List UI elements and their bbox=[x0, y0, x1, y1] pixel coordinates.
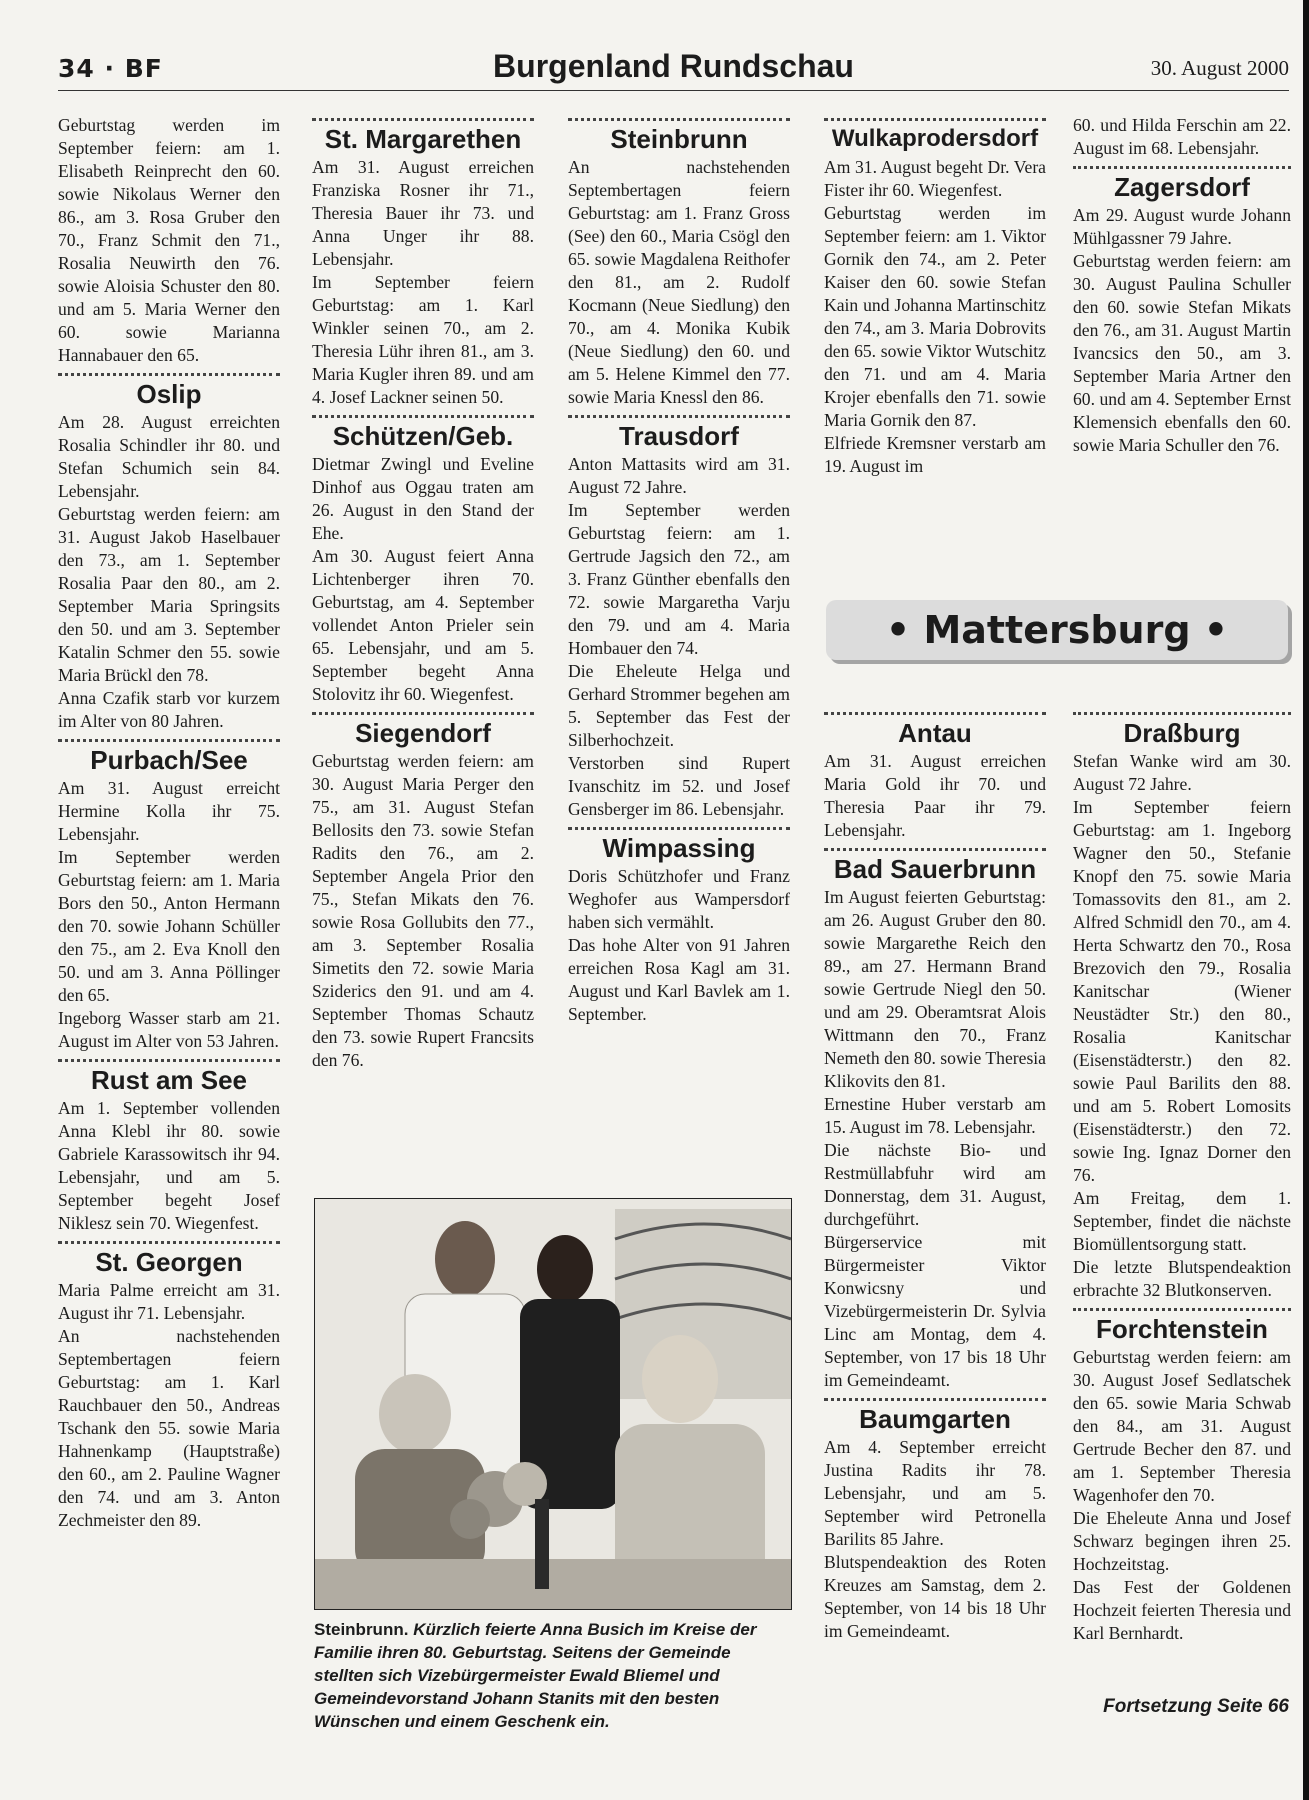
section-title-baumgarten: Baumgarten bbox=[859, 1404, 1011, 1434]
region-banner-mattersburg: • Mattersburg • bbox=[826, 600, 1288, 660]
section-title-zagersdorf: Zagersdorf bbox=[1114, 172, 1250, 202]
section-title-st-georgen: St. Georgen bbox=[95, 1247, 243, 1277]
article-text: Verstorben sind Rupert Ivanschitz im 52. und Josef Gensberger im 86. Lebensjahr. bbox=[568, 753, 790, 819]
dotted-separator bbox=[312, 712, 534, 715]
dotted-separator bbox=[568, 118, 790, 121]
article-text: Am 31. August erreichen Franziska Rosner ihr 71., Theresia Bauer ihr 73. und Anna Unger ihr 88. Lebensjahr. bbox=[312, 157, 534, 269]
article-text: Ingeborg Wasser starb am 21. August im Alter von 53 Jahren. bbox=[58, 1008, 280, 1051]
article-text: Blutspendeaktion des Roten Kreuzes am Samstag, dem 2. September, von 14 bis 18 Uhr im Gemeindeamt. bbox=[824, 1552, 1046, 1641]
article-text: Die letzte Blutspendeaktion erbrachte 32 Blutkonserven. bbox=[1073, 1257, 1291, 1300]
article-text: Anton Mattasits wird am 31. August 72 Jahre. bbox=[568, 454, 790, 497]
section-title-bad-sauerbrunn: Bad Sauerbrunn bbox=[833, 854, 1037, 884]
section-title-antau: Antau bbox=[898, 718, 972, 748]
section-title-drassburg: Draßburg bbox=[1123, 718, 1241, 748]
article-text: Geburtstag werden im September feiern: am 1. Elisabeth Reinprecht den 60. sowie Nikolaus Werner den 86., am 3. Rosa Gruber den 70., Franz Schmit den 71., Rosalia Neuwirth den 76. sowie Aloisia Schuster den 80. und am 5. Maria Werner den 60. sowie Marianna Hannabauer den 65. bbox=[58, 115, 280, 365]
dotted-separator bbox=[824, 118, 1046, 121]
section-title-trausdorf: Trausdorf bbox=[619, 421, 739, 451]
article-text: Geburtstag werden feiern: am 30. August Maria Perger den 75., am 31. August Stefan Bellosits den 73. sowie Stefan Radits den 76., am 2. September Angela Prior den 75., Stefan Mikats den 76. sowie Rosa Gollubits den 77., am 3. September Rosalia Simetits den 72. sowie Maria Sziderics den 91. und am 4. September Thomas Schautz den 73. sowie Rupert Francsits den 76. bbox=[312, 751, 534, 1070]
section-title-wulkaprodersdorf: Wulkaprodersdorf bbox=[831, 125, 1039, 152]
article-text: Geburtstag werden feiern: am 30. August Paulina Schuller den 60. sowie Stefan Mikats den 76., am 31. August Martin Ivancsics den 50., am 3. September Maria Artner den 60. und am 4. September Ernst Klemensich ebenfalls den 60. sowie Maria Schuller den 76. bbox=[1073, 251, 1291, 455]
page-edge bbox=[1303, 0, 1309, 1800]
section-title-st-margarethen: St. Margarethen bbox=[324, 124, 522, 154]
article-text: Elfriede Kremsner verstarb am 19. August im bbox=[824, 433, 1046, 476]
dotted-separator bbox=[58, 373, 280, 376]
article-text: Maria Palme erreicht am 31. August ihr 71. Lebensjahr. bbox=[58, 1280, 280, 1323]
caption-text: Kürzlich feierte Anna Busich im Kreise der Familie ihren 80. Geburtstag. Seitens der Gemeinde stellten sich Vizebürgermeister Ewald Bliemel und Gemeindevorstand Johann Stanits mit den besten Wünschen und einem Geschenk ein. bbox=[314, 1620, 757, 1731]
mattersburg-column-1 bbox=[824, 706, 1046, 1643]
article-text: Das hohe Alter von 91 Jahren erreichen Rosa Kagl am 31. August und Karl Bavlek am 1. September. bbox=[568, 935, 790, 1024]
page-number: 34 · BF bbox=[58, 54, 163, 83]
article-text: Die Eheleute Helga und Gerhard Strommer begehen am 5. September das Fest der Silberhochzeit. bbox=[568, 661, 790, 750]
article-text: Geburtstag werden im September feiern: am 1. Viktor Gornik den 74., am 2. Peter Kaiser den 60. sowie Stefan Kain und Johanna Martinschitz den 74., am 3. Maria Dobrovits den 65. sowie Viktor Wutschitz den 71. und am 4. Maria Krojer ebenfalls den 71. sowie Maria Gornik den 87. bbox=[824, 203, 1046, 430]
article-text: 60. und Hilda Ferschin am 22. August im 68. Lebensjahr. bbox=[1073, 115, 1291, 158]
dotted-separator bbox=[824, 712, 1046, 715]
article-text: Geburtstag werden feiern: am 31. August Jakob Haselbauer den 73., am 1. September Rosalia Paar den 80., am 2. September Maria Springsits den 50. und am 3. September Katalin Schmer den 55. sowie Maria Brückl den 78. bbox=[58, 504, 280, 685]
article-text: Die Eheleute Anna und Josef Schwarz begingen ihren 25. Hochzeitstag. bbox=[1073, 1508, 1291, 1574]
article-text: Das Fest der Goldenen Hochzeit feierten Theresia und Karl Bernhardt. bbox=[1073, 1577, 1291, 1643]
dotted-separator bbox=[1073, 712, 1291, 715]
section-title-oslip: Oslip bbox=[136, 379, 202, 409]
article-text: Am 31. August erreicht Hermine Kolla ihr 75. Lebensjahr. bbox=[58, 778, 280, 844]
section-title-schuetzen: Schützen/Geb. bbox=[332, 421, 514, 451]
section-title-siegendorf: Siegendorf bbox=[355, 718, 491, 748]
dotted-separator bbox=[1073, 166, 1291, 169]
article-text: Im September feiern Geburtstag: am 1. Karl Winkler seinen 70., am 2. Theresia Lühr ihren 81., am 3. Maria Kugler ihren 89. und am 4. Josef Lackner seinen 50. bbox=[312, 272, 534, 407]
dotted-separator bbox=[312, 415, 534, 418]
dotted-separator bbox=[1073, 1308, 1291, 1311]
article-text: Am 4. September erreicht Justina Radits ihr 78. Lebensjahr, und am 5. September wird Petronella Barilits 85 Jahre. bbox=[824, 1437, 1046, 1549]
article-text: An nachstehenden Septembertagen feiern Geburtstag: am 1. Franz Gross (See) den 60., Maria Csögl den 65. sowie Magdalena Reithofer den 81., am 2. Rudolf Kocmann (Neue Siedlung) den 70., am 4. Monika Kubik (Neue Siedlung) den 60. und am 5. Helene Kimmel den 77. sowie Maria Knessl den 86. bbox=[568, 157, 790, 407]
section-title-steinbrunn: Steinbrunn bbox=[610, 124, 748, 154]
dotted-separator bbox=[58, 739, 280, 742]
article-text: Am 30. August feiert Anna Lichtenberger ihren 70. Geburtstag, am 4. September vollendet Anton Prieler sein 65. Lebensjahr, und am 5. September begeht Anna Stolovitz ihr 60. Wiegenfest. bbox=[312, 546, 534, 704]
article-text: An nachstehenden Septembertagen feiern Geburtstag: am 1. Karl Rauchbauer den 50., Andreas Tschank den 55. sowie Maria Hahnenkamp (Hauptstraße) den 60., am 2. Pauline Wagner den 74. und am 3. Anton Zechmeister den 89. bbox=[58, 1326, 280, 1530]
column-5 bbox=[1073, 114, 1291, 457]
article-text: Doris Schützhofer und Franz Weghofer aus Wampersdorf haben sich vermählt. bbox=[568, 866, 790, 932]
photo-illustration bbox=[315, 1199, 791, 1609]
section-title-purbach: Purbach/See bbox=[90, 745, 248, 775]
article-text: Anna Czafik starb vor kurzem im Alter von 80 Jahren. bbox=[58, 688, 280, 731]
article-text: Ernestine Huber verstarb am 15. August im 78. Lebensjahr. bbox=[824, 1094, 1046, 1137]
section-title-forchtenstein: Forchtenstein bbox=[1096, 1314, 1268, 1344]
page-header bbox=[58, 48, 1289, 91]
article-text: Am 1. September vollenden Anna Klebl ihr 80. sowie Gabriele Karassowitsch ihr 94. Lebensjahr, und am 5. September begeht Josef Niklesz sein 70. Wiegenfest. bbox=[58, 1098, 280, 1233]
section-title-rust: Rust am See bbox=[90, 1065, 248, 1095]
article-text: Am 31. August begeht Dr. Vera Fister ihr 60. Wiegenfest. bbox=[824, 157, 1046, 200]
article-text: Bürgerservice mit Bürgermeister Viktor Konwicsny und Vizebürgermeisterin Dr. Sylvia Linc am Montag, dem 4. September, von 17 bis 18 Uhr im Gemeindeamt. bbox=[824, 1232, 1046, 1390]
article-text: Am 29. August wurde Johann Mühlgassner 79 Jahre. bbox=[1073, 205, 1291, 248]
article-text: Am Freitag, dem 1. September, findet die nächste Biomüllentsorgung statt. bbox=[1073, 1188, 1291, 1254]
article-text: Im September werden Geburtstag feiern: am 1. Gertrude Jagsich den 72., am 3. Franz Günther ebenfalls den 72. sowie Margaretha Varju den 79. und am 4. Maria Hombauer den 74. bbox=[568, 500, 790, 658]
article-text: Im August feierten Geburtstag: am 26. August Gruber den 80. sowie Margarethe Reich den 89., am 27. Hermann Brand sowie Gertrude Niegl den 50. und am 29. Oberamtsrat Alois Wittmann den 70., Franz Nemeth den 80. sowie Theresia Klikovits den 81. bbox=[824, 887, 1046, 1091]
dotted-separator bbox=[568, 415, 790, 418]
dotted-separator bbox=[568, 827, 790, 830]
article-text: Am 31. August erreichen Maria Gold ihr 70. und Theresia Paar ihr 79. Lebensjahr. bbox=[824, 751, 1046, 840]
dotted-separator bbox=[58, 1241, 280, 1244]
article-text: Dietmar Zwingl und Eveline Dinhof aus Oggau traten am 26. August in den Stand der Ehe. bbox=[312, 454, 534, 543]
issue-date: 30. August 2000 bbox=[1150, 56, 1289, 80]
mattersburg-column-2 bbox=[1073, 706, 1291, 1645]
article-text: Im September werden Geburtstag feiern: am 1. Maria Bors den 50., Anton Hermann den 70. sowie Johann Schüller den 75., am 2. Eva Knoll den 50. und am 3. Anna Pöllinger den 65. bbox=[58, 847, 280, 1005]
article-text: Geburtstag werden feiern: am 30. August Josef Sedlatschek den 65. sowie Maria Schwab den 84., am 31. August Gertrude Becher den 87. und am 1. September Theresia Wagenhofer den 70. bbox=[1073, 1347, 1291, 1505]
caption-place: Steinbrunn. bbox=[314, 1620, 409, 1639]
column-1 bbox=[58, 114, 280, 1532]
dotted-separator bbox=[824, 1398, 1046, 1401]
column-3 bbox=[568, 114, 790, 1026]
article-text: Stefan Wanke wird am 30. August 72 Jahre. bbox=[1073, 751, 1291, 794]
column-2 bbox=[312, 114, 534, 1072]
birthday-photo bbox=[314, 1198, 792, 1610]
column-4 bbox=[824, 114, 1046, 478]
continued-note: Fortsetzung Seite 66 bbox=[1103, 1696, 1289, 1717]
article-text: Im September feiern Geburtstag: am 1. Ingeborg Wagner den 50., Stefanie Knopf den 75. sowie Maria Tomassovits den 81., am 2. Alfred Schmidl den 70., am 4. Herta Schwartz den 70., Rosa Brezovich den 79., Rosalia Kanitschar (Wiener Neustädter Str.) den 80., Rosalia Kanitschar (Eisenstädterstr.) den 82. sowie Paul Barilits den 88. und am 5. Robert Lomosits (Eisenstädterstr.) den 72. sowie Ing. Ignaz Dorner den 76. bbox=[1073, 797, 1291, 1185]
newspaper-title: Burgenland Rundschau bbox=[493, 48, 854, 84]
article-text: Die nächste Bio- und Restmüllabfuhr wird am Donnerstag, dem 31. August, durchgeführt. bbox=[824, 1140, 1046, 1229]
dotted-separator bbox=[312, 118, 534, 121]
dotted-separator bbox=[58, 1059, 280, 1062]
photo-caption bbox=[314, 1618, 792, 1733]
dotted-separator bbox=[824, 848, 1046, 851]
section-title-wimpassing: Wimpassing bbox=[602, 833, 756, 863]
article-text: Am 28. August erreichten Rosalia Schindler ihr 80. und Stefan Schumich sein 84. Lebensjahr. bbox=[58, 412, 280, 501]
